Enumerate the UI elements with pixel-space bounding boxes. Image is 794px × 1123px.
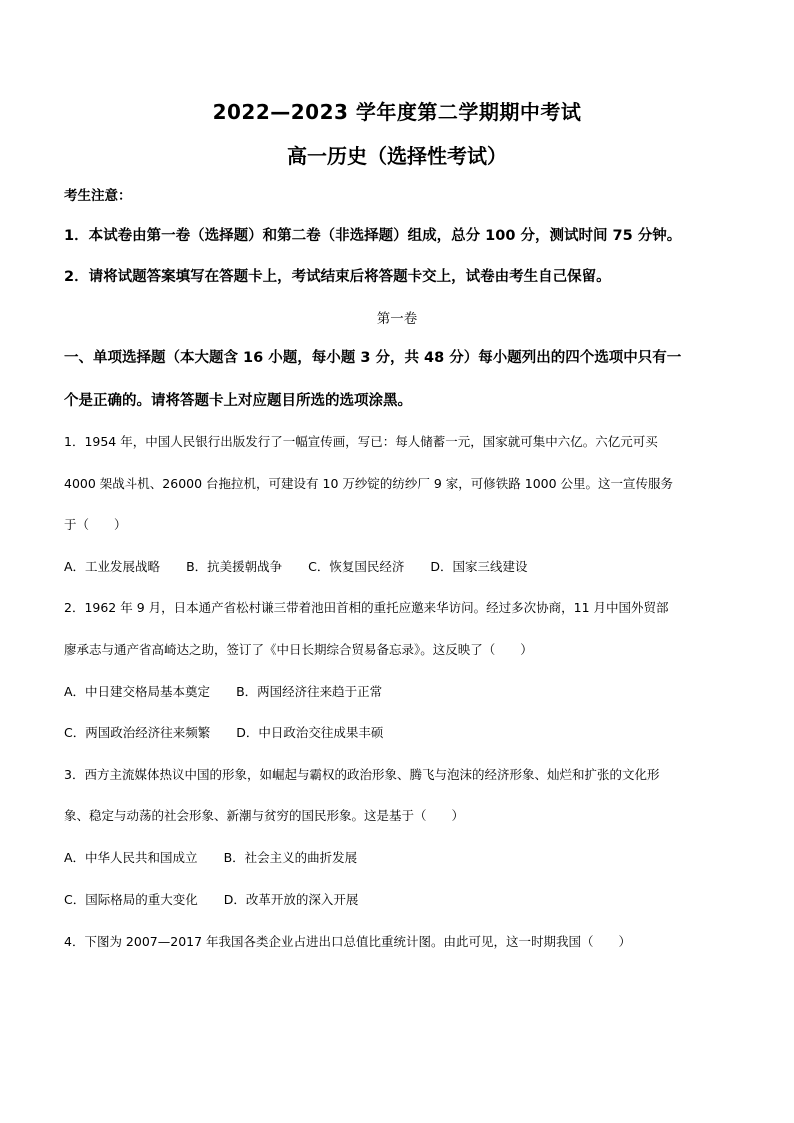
question-2-stem-line-2: 廖承志与通产省高崎达之助，签订了《中日长期综合贸易备忘录》。这反映了（ ） [64, 642, 533, 657]
question-1-option-b[interactable]: B．抗美援朝战争 [186, 559, 283, 574]
question-2-option-c[interactable]: C．两国政治经济往来频繁 [64, 725, 211, 740]
question-1-option-a[interactable]: A．工业发展战略 [64, 559, 161, 574]
question-3-option-d[interactable]: D．改革开放的深入开展 [223, 892, 359, 907]
section-title: 第一卷 [376, 311, 418, 327]
notice-heading: 考生注意： [64, 188, 132, 204]
question-1-stem-line-2: 4000 架战斗机、26000 台拖拉机，可建设有 10 万纱锭的纺纱厂 9 家，可修铁路 1000 公里。这一宣传服务 [64, 476, 674, 491]
question-2-options-row-1 [64, 682, 382, 700]
part-one-instruction-line-1: 一、单项选择题（本大题含 16 小题，每小题 3 分，共 48 分）每小题列出的四个选项中只有一 [64, 350, 682, 366]
question-2-option-a[interactable]: A．中日建交格局基本奠定 [64, 684, 211, 699]
question-4-stem-line-1: 4．下图为 2007—2017 年我国各类企业占进出口总值比重统计图。由此可见，这一时期我国（ ） [64, 934, 632, 949]
question-3-options-row-2 [64, 890, 358, 908]
notice-item-2: 2．请将试题答案填写在答题卡上，考试结束后将答题卡交上，试卷由考生自己保留。 [64, 269, 611, 285]
question-3-option-b[interactable]: B．社会主义的曲折发展 [223, 850, 358, 865]
question-2-options-row-2 [64, 723, 383, 741]
question-1-stem-line-3: 于（ ） [64, 517, 127, 532]
notice-item-1: 1．本试卷由第一卷（选择题）和第二卷（非选择题）组成，总分 100 分，测试时间 75 分钟。 [64, 228, 682, 244]
question-2-option-b[interactable]: B．两国经济往来趋于正常 [236, 684, 383, 699]
question-3-option-c[interactable]: C．国际格局的重大变化 [64, 892, 198, 907]
exam-subtitle: 高一历史（选择性考试） [287, 144, 507, 168]
question-2-option-d[interactable]: D．中日政治交往成果丰硕 [236, 725, 384, 740]
question-1-options [64, 557, 528, 575]
exam-title: 2022—2023 学年度第二学期期中考试 [212, 100, 582, 124]
question-3-stem-line-2: 象、稳定与动荡的社会形象、新潮与贫穷的国民形象。这是基于（ ） [64, 808, 465, 823]
question-3-option-a[interactable]: A．中华人民共和国成立 [64, 850, 198, 865]
question-3-stem-line-1: 3．西方主流媒体热议中国的形象，如崛起与霸权的政治形象、腾飞与泡沫的经济形象、灿烂和扩张的文化形 [64, 767, 660, 782]
question-3-options-row-1 [64, 848, 357, 866]
question-2-stem-line-1: 2．1962 年 9 月，日本通产省松村谦三带着池田首相的重托应邀来华访问。经过多次协商，11 月中国外贸部 [64, 600, 669, 615]
part-one-instruction-line-2: 个是正确的。请将答题卡上对应题目所选的选项涂黑。 [64, 393, 412, 409]
question-1-option-c[interactable]: C．恢复国民经济 [308, 559, 405, 574]
question-1-option-d[interactable]: D．国家三线建设 [430, 559, 528, 574]
question-1-stem-line-1: 1．1954 年，中国人民银行出版发行了一幅宣传画，写已：每人储蓄一元，国家就可集中六亿。六亿元可买 [64, 434, 658, 449]
